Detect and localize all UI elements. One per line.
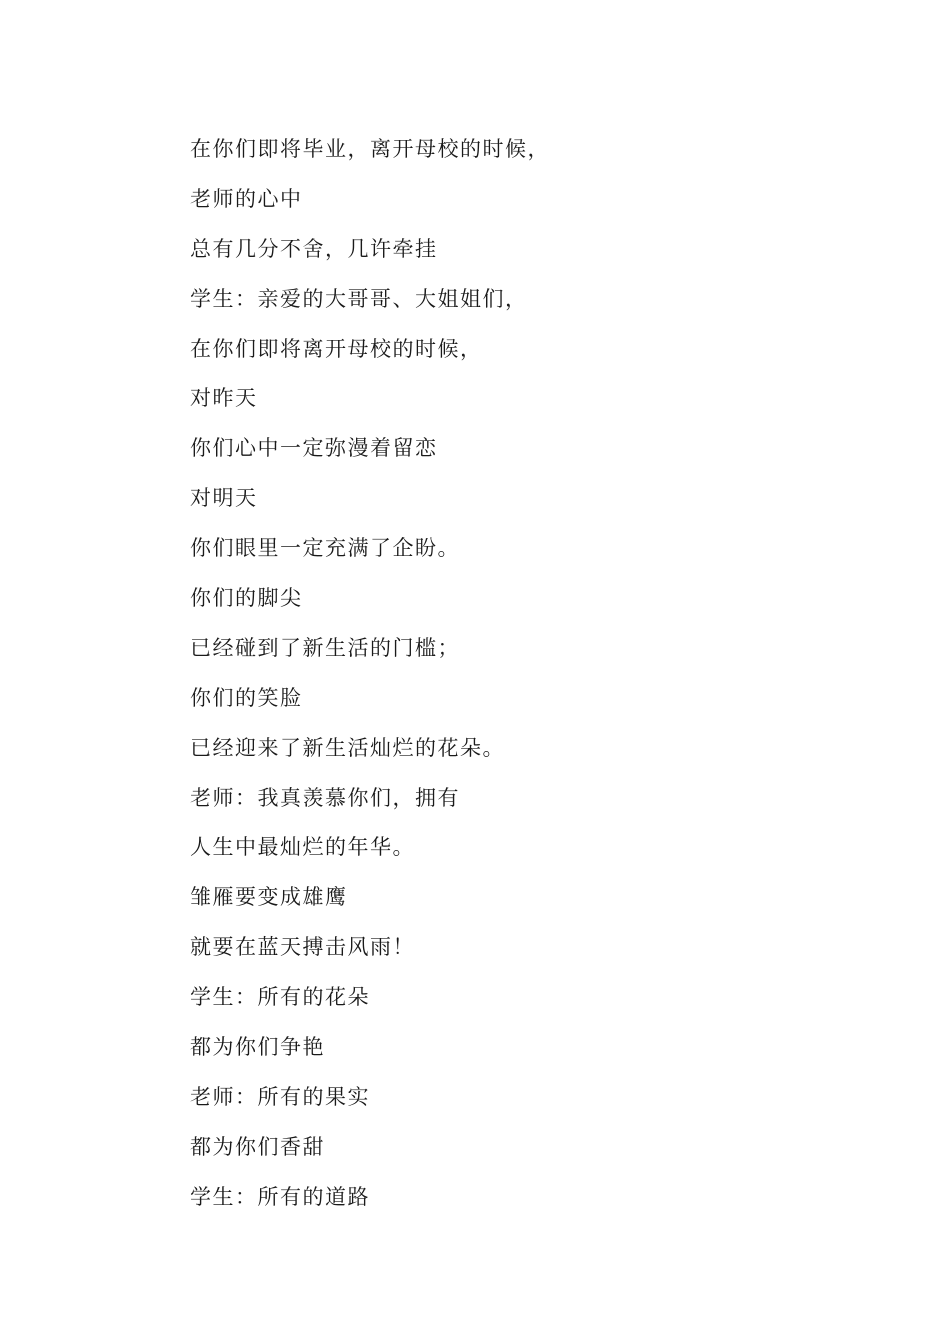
text-line: 雏雁要变成雄鹰: [190, 885, 348, 910]
text-line: 老师的心中: [190, 186, 303, 211]
text-line: 人生中最灿烂的年华。: [190, 835, 415, 860]
text-line: 学生：所有的花朵: [190, 985, 370, 1010]
text-line: 你们的笑脸: [190, 685, 303, 710]
text-line: 已经碰到了新生活的门槛；: [190, 635, 460, 660]
text-line: 学生：亲爱的大哥哥、大姐姐们，: [190, 286, 528, 311]
text-line: 你们眼里一定充满了企盼。: [190, 536, 460, 561]
text-line: 都为你们香甜: [190, 1134, 325, 1159]
text-line: 老师：我真羡慕你们，拥有: [190, 785, 460, 810]
text-line: 都为你们争艳: [190, 1035, 325, 1060]
text-line: 在你们即将毕业，离开母校的时候，: [190, 137, 550, 161]
poem-text-block: [190, 125, 890, 1223]
text-line: 对昨天: [190, 386, 258, 411]
text-line: 你们的脚尖: [190, 586, 303, 611]
text-line: 在你们即将离开母校的时候，: [190, 336, 483, 361]
text-line: 你们心中一定弥漫着留恋: [190, 436, 438, 461]
text-line: 对明天: [190, 486, 258, 511]
text-line: 老师：所有的果实: [190, 1084, 370, 1109]
text-line: 就要在蓝天搏击风雨！: [190, 935, 415, 960]
text-line: 已经迎来了新生活灿烂的花朵。: [190, 735, 505, 760]
text-line: 总有几分不舍，几许牵挂: [190, 236, 438, 261]
text-line: 学生：所有的道路: [190, 1184, 370, 1209]
